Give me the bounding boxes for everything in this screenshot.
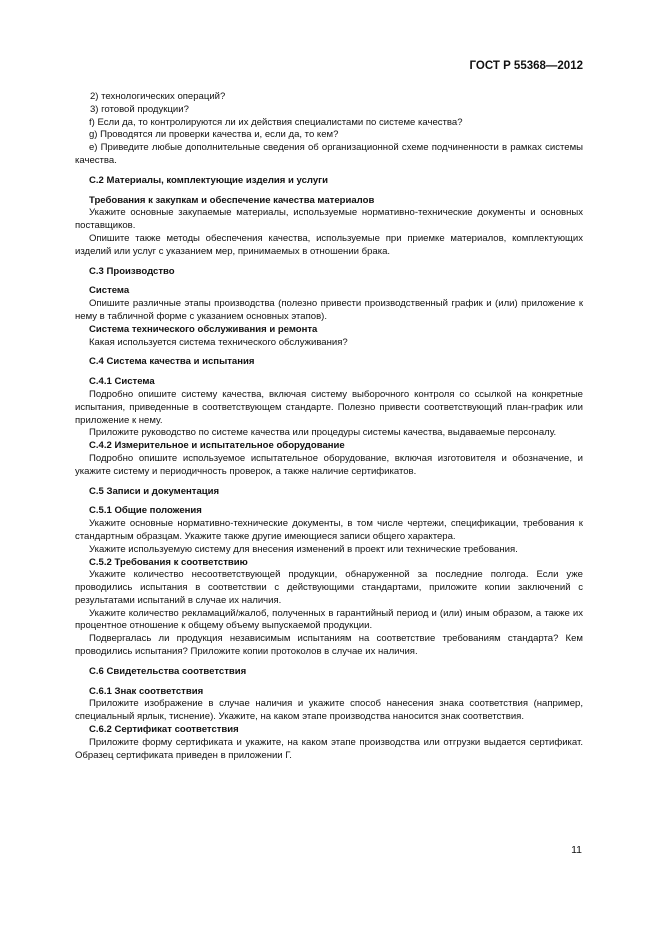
list-item: f) Если да, то контролируются ли их действия специалистами по системе качества? xyxy=(89,116,463,128)
section-heading: С.4 Система качества и испытания xyxy=(89,356,255,368)
subsection-heading: С.6.2 Сертификат соответствия xyxy=(89,724,239,736)
section-heading: С.6 Свидетельства соответствия xyxy=(89,665,247,677)
subsection-heading: С.4.2 Измерительное и испытательное оборудование xyxy=(89,440,345,452)
section-heading: С.3 Производство xyxy=(89,265,175,277)
spacer xyxy=(75,168,583,175)
spacer xyxy=(75,188,583,195)
paragraph: Укажите количество рекламаций/жалоб, полученных в гарантийный период и (или) иным образом, а также их процентное отношение к общему объему выпускаемой продукции. xyxy=(75,607,583,632)
spacer xyxy=(75,479,583,486)
paragraph: Приложите изображение в случае наличия и укажите способ нанесения знака соответствия (например, специальный ярлык, тиснение). Укажите, на каком этапе производства наносится знак соответствия. xyxy=(75,698,583,723)
paragraph: Приложите форму сертификата и укажите, на каком этапе производства или отгрузки выдается сертификат. Образец сертификата приведен в приложении Г. xyxy=(75,736,583,761)
spacer xyxy=(75,498,583,505)
document-id: ГОСТ Р 55368—2012 xyxy=(469,60,583,72)
subsection-heading: Требования к закупкам и обеспечение качества материалов xyxy=(89,194,375,206)
list-item: 2) технологических операций? xyxy=(90,91,226,102)
subsection-heading: Система xyxy=(89,285,130,297)
paragraph: Подробно опишите систему качества, включая систему выборочного контроля со ссылкой на конкретные испытания, приведенные в соответствующем стандарте. Полезно привести соответствующий план-график или приложение к нему. xyxy=(75,388,583,426)
paragraph: Укажите используемую систему для внесения изменений в проект или технические требования. xyxy=(89,543,518,555)
paragraph: Подвергалась ли продукция независимым испытаниям на соответствие требованиям стандарта? Кем проводились испытания? Приложите копии протоколов в случае их наличия. xyxy=(75,633,583,658)
spacer xyxy=(75,259,583,266)
paragraph: Укажите основные нормативно-технические документы, в том числе чертежи, спецификации, требования к стандартным образцам. Укажите также другие имеющиеся записи общего характера. xyxy=(75,518,583,542)
spacer xyxy=(75,659,583,666)
paragraph: Опишите различные этапы производства (полезно привести производственный график и (или) приложение к нему в табличной форме с указанием основных этапов). xyxy=(75,298,583,322)
subsection-heading: Система технического обслуживания и ремонта xyxy=(89,323,318,335)
paragraph: Укажите основные закупаемые материалы, используемые нормативно-технические документы и основных поставщиков. xyxy=(75,207,583,232)
spacer xyxy=(75,369,583,376)
paragraph: Подробно опишите используемое испытательное оборудование, включая изготовителя и обозначение, и укажите систему и периодичность проверок, а также наличие сертификатов. xyxy=(75,452,583,477)
paragraph: Какая используется система технического обслуживания? xyxy=(89,336,348,348)
paragraph: Опишите также методы обеспечения качества, используемые при приемке материалов, комплектующих изделий или услуг с указанием мер, принимаемых в отношении брака. xyxy=(75,232,583,257)
spacer xyxy=(75,349,583,356)
subsection-heading: С.5.2 Требования к соответствию xyxy=(89,556,248,568)
list-item: е) Приведите любые дополнительные сведения об организационной схеме подчиненности в рамках системы качества. xyxy=(75,142,583,166)
paragraph: Приложите руководство по системе качества или процедуры системы качества, выдаваемые персоналу. xyxy=(89,427,557,439)
page-number: 11 xyxy=(571,844,582,856)
list-item: 3) готовой продукции? xyxy=(90,103,189,115)
subsection-heading: С.4.1 Система xyxy=(89,376,155,388)
list-item: g) Проводятся ли проверки качества и, если да, то кем? xyxy=(89,129,339,141)
paragraph: Укажите количество несоответствующей продукции, обнаруженной за последние полгода. Если уже проводились испытания в соответствии с действующими стандартами, приложите копии заключений с результатами испытаний в случае их наличия. xyxy=(75,569,583,606)
subsection-heading: С.6.1 Знак соответствия xyxy=(89,685,204,697)
subsection-heading: С.5.1 Общие положения xyxy=(89,505,202,517)
spacer xyxy=(75,679,583,686)
section-heading: С.5 Записи и документация xyxy=(89,485,220,497)
section-heading: С.2 Материалы, комплектующие изделия и услуги xyxy=(89,174,329,186)
spacer xyxy=(75,278,583,285)
document-body xyxy=(75,91,583,762)
